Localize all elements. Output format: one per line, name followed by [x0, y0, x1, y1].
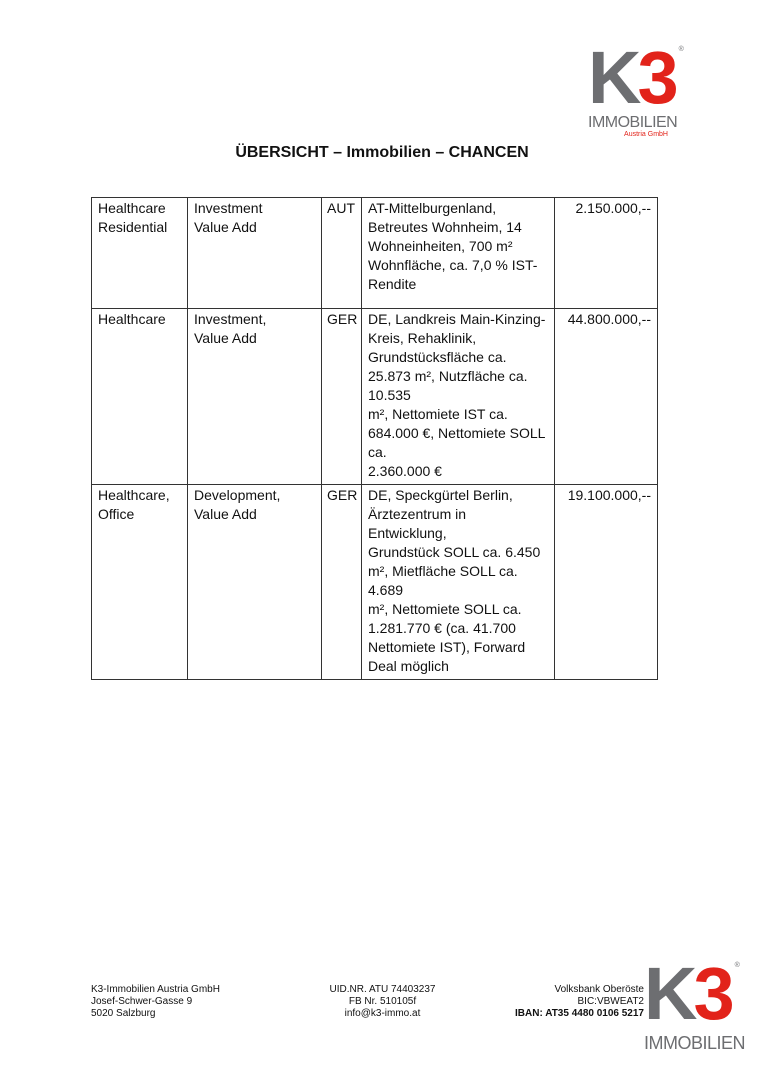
logo-subtitle: Austria GmbH [624, 131, 668, 138]
cell-property-type: Healthcare Residential [92, 198, 188, 309]
logo-letter-k: K [644, 952, 694, 1035]
table-row [92, 198, 658, 309]
logo-digit-3: 3 [637, 36, 679, 119]
registered-mark: ® [734, 962, 740, 969]
logo-letter-k: K [588, 36, 638, 119]
cell-price: 19.100.000,-- [555, 485, 658, 680]
logo-digit-3: 3 [693, 952, 735, 1035]
cell-description: DE, Speckgürtel Berlin, Ärztezentrum in Entwicklung, Grundstück SOLL ca. 6.450 m², Mietfläche SOLL ca. 4.689 m², Nettomiete SOLL ca. 1.281.770 € (ca. 41.700 Nettomiete IST), Forward Deal möglich [362, 485, 555, 680]
footer-address [91, 984, 220, 1020]
cell-property-type: Healthcare [92, 309, 188, 485]
logo-wordmark: IMMOBILIEN [588, 114, 678, 131]
table-row [92, 485, 658, 680]
cell-country: GER [322, 485, 362, 680]
registered-mark: ® [678, 46, 684, 53]
footer-logo [644, 952, 746, 1053]
footer-register-number: FB Nr. 510105f [348, 996, 417, 1007]
footer-street: Josef-Schwer-Gasse 9 [91, 996, 193, 1007]
page-title: ÜBERSICHT – Immobilien – CHANCEN [235, 144, 529, 161]
footer-city: 5020 Salzburg [91, 1008, 156, 1019]
cell-description: DE, Landkreis Main-Kinzing- Kreis, Rehaklinik, Grundstücksfläche ca. 25.873 m², Nutzfläche ca. 10.535 m², Nettomiete IST ca. 684.000 €, Nettomiete SOLL ca. 2.360.000 € [362, 309, 555, 485]
cell-country: AUT [322, 198, 362, 309]
footer-company-name: K3-Immobilien Austria GmbH [91, 984, 220, 995]
cell-strategy: Development, Value Add [188, 485, 322, 680]
table-row [92, 309, 658, 485]
cell-property-type: Healthcare, Office [92, 485, 188, 680]
cell-price: 44.800.000,-- [555, 309, 658, 485]
footer-iban: IBAN: AT35 4480 0106 5217 [515, 1008, 644, 1019]
footer-vat-number: UID.NR. ATU 74403237 [329, 984, 436, 995]
k3-logo-mark [588, 36, 684, 119]
cell-description: AT-Mittelburgenland, Betreutes Wohnheim, 14 Wohneinheiten, 700 m² Wohnfläche, ca. 7,0 % IST- Rendite [362, 198, 555, 309]
k3-logo-mark [644, 952, 740, 1035]
cell-strategy: Investment Value Add [188, 198, 322, 309]
cell-price: 2.150.000,-- [555, 198, 658, 309]
footer-bic: BIC:VBWEAT2 [577, 996, 644, 1007]
footer-bank [490, 984, 644, 1020]
company-logo [588, 36, 684, 139]
logo-wordmark: IMMOBILIEN [644, 1033, 746, 1053]
cell-country: GER [322, 309, 362, 485]
footer-bank-name: Volksbank Oberöste [554, 984, 644, 995]
cell-strategy: Investment, Value Add [188, 309, 322, 485]
footer-email: info@k3-immo.at [344, 1008, 421, 1019]
footer-registration [300, 984, 465, 1020]
opportunities-table [91, 197, 658, 680]
